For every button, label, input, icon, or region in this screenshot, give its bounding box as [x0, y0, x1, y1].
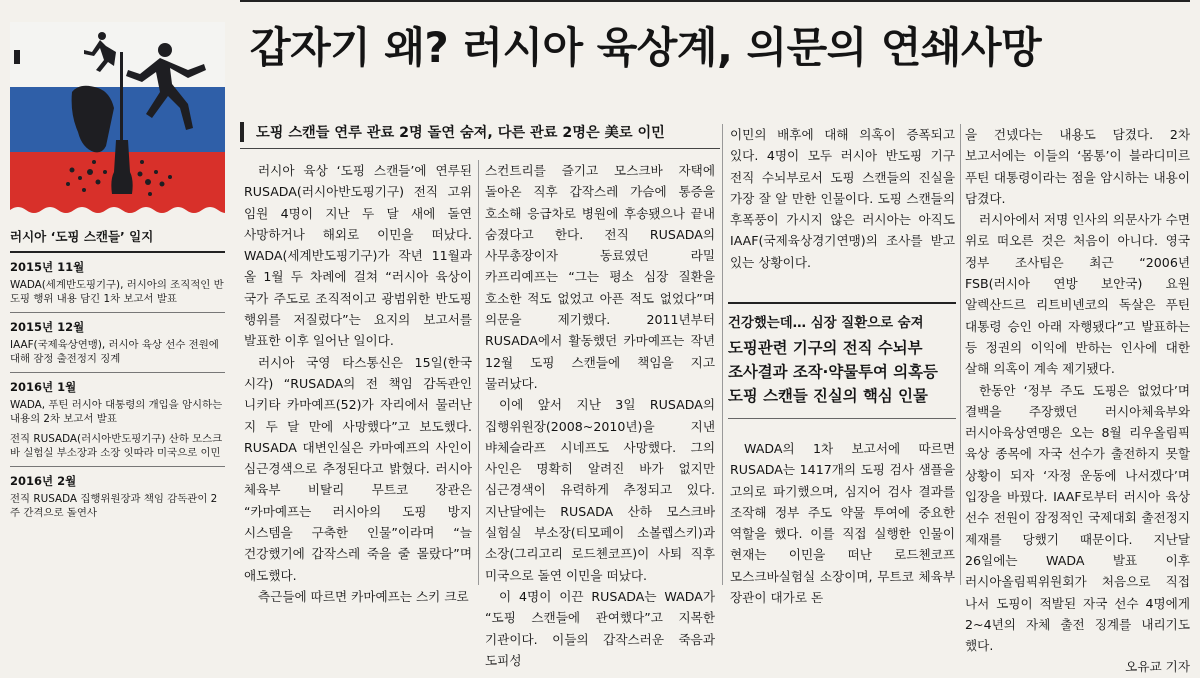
timeline-date: 2016년 2월	[10, 474, 77, 488]
timeline-text: WADA, 푸틴 러시아 대통령의 개입을 암시하는 내용의 2차 보고서 발표	[10, 399, 223, 425]
timeline-text: IAAF(국제육상연맹), 러시아 육상 선수 전원에 대해 잠정 출전정지 징계	[10, 339, 219, 365]
pull-quote	[728, 302, 956, 419]
timeline-entry	[10, 373, 225, 467]
paragraph: 이민의 배후에 대해 의혹이 증폭되고 있다. 4명이 모두 러시아 반도핑 기구 전직 수뇌부로서 도핑 스캔들의 진실을 가장 잘 알 만한 인물이다. 도핑 스캔들의 후폭풍이 가시지 않은 러시아는 아직도 IAAF(국제육상경기연맹)의 조사를 받고 있는 상황이다.	[730, 127, 955, 270]
article-column-3	[730, 124, 955, 273]
timeline-text: 전직 RUSADA(러시아반도핑기구) 산하 모스크바 실험실 부소장과 소장 잇따라 미국으로 이민	[10, 433, 223, 459]
timeline-text: 전직 RUSADA 집행위원장과 책임 감독관이 2주 간격으로 돌연사	[10, 493, 218, 519]
top-rule	[240, 0, 1190, 2]
pull-quote-rule	[728, 418, 956, 419]
illustration	[10, 22, 225, 217]
pull-quote-line: 조사결과 조작·약물투여 의혹등	[728, 363, 938, 381]
paragraph: 스컨트리를 즐기고 모스크바 자택에 돌아온 직후 갑작스레 가슴에 통증을 호소해 응급차로 병원에 후송됐으나 끝내 숨졌다고 한다. 전직 RUSADA의 사무총장이자 동료였던 라밀 카프리예프는 “그는 평소 심장 질환을 호소한 적도 없었고 아픈 적도 없었다”며 의문을 제기했다. 2011년부터 RUSADA에서 활동했던 카마예프는 작년 12월 도핑 스캔들에 책임을 지고 물러났다.	[485, 163, 715, 391]
paragraph: WADA의 1차 보고서에 따르면 RUSADA는 1417개의 도핑 검사 샘플을 고의로 파기했으며, 심지어 검사 결과를 조작해 정부 주도 약물 투여에 중요한 역할을 했다. 이를 직접 실행한 인물이 현재는 이민을 떠난 로드첸코프 모스크바실험실 소장이며, 무트코 체육부 장관이 대가로 돈	[730, 441, 955, 606]
paragraph: 러시아 국영 타스통신은 15일(한국 시각) “RUSADA의 전 책임 감독관인 니키타 카마예프(52)가 자리에서 물러난 지 두 달 만에 사망했다”고 보도했다. RUSADA 대변인실은 카마예프의 사인이 심근경색으로 추정된다고 밝혔다. 러시아 체육부 비탈리 무트코 장관은 “카마예프는 러시아의 도핑 방지 시스템을 구축한 인물”이라며 “늘 건강했기에 갑작스레 죽을 줄 몰랐다”며 애도했다.	[244, 354, 472, 583]
article-column-1	[244, 160, 472, 607]
paragraph: 측근들에 따르면 카마예프는 스키 크로	[258, 588, 469, 604]
headline: 갑자기 왜? 러시아 육상계, 의문의 연쇄사망	[250, 23, 1042, 72]
paragraph: 이 4명이 이끈 RUSADA는 WADA가 “도핑 스캔들에 관여했다”고 지목한 기관이다. 이들의 갑작스러운 죽음과 도피성	[485, 588, 715, 668]
byline: 오유교 기자	[1125, 659, 1190, 675]
subhead: 도핑 스캔들 연루 관료 2명 돌연 숨져, 다른 관료 2명은 美로 이민	[240, 122, 720, 142]
timeline-date: 2016년 1월	[10, 380, 77, 394]
timeline-box	[10, 225, 225, 526]
timeline-entry	[10, 467, 225, 526]
paragraph: 을 건넸다는 내용도 담겼다. 2차 보고서에는 이들의 ‘몸통’이 블라디미르 푸틴 대통령이라는 점을 암시하는 내용이 담겼다.	[965, 127, 1190, 206]
pull-quote-rule	[728, 302, 956, 304]
article-column-2	[485, 160, 715, 671]
timeline-date: 2015년 11월	[10, 260, 85, 274]
timeline-title: 러시아 ‘도핑 스캔들’ 일지	[10, 225, 225, 253]
pull-quote-line: 도핑 스캔들 진실의 핵심 인물	[728, 387, 928, 405]
timeline-date: 2015년 12월	[10, 320, 85, 334]
timeline-text: WADA(세계반도핑기구), 러시아의 조직적인 반도핑 행위 내용 담긴 1차 보고서 발표	[10, 279, 224, 305]
sidebar	[10, 22, 225, 607]
timeline-entry	[10, 313, 225, 373]
article-column-4	[965, 124, 1190, 678]
paragraph: 러시아에서 저명 인사의 의문사가 수면 위로 떠오른 것은 처음이 아니다. 영국 정부 조사팀은 최근 “2006년 FSB(러시아 연방 보안국) 요원 알렉산드르 리트비넨코의 독살은 푸틴 대통령 승인 아래 자행됐다”고 발표하는 등 정권의 이익에 반하는 인사에 대한 살해 의혹이 계속 제기됐다.	[965, 212, 1190, 377]
column-rule	[478, 160, 479, 585]
pull-quote-line: 도핑관련 기구의 전직 수뇌부	[728, 339, 923, 357]
column-rule	[722, 124, 723, 585]
paragraph: 한동안 ‘정부 주도 도핑은 없었다’며 결백을 주장했던 러시아체육부와 러시아육상연맹은 오는 8월 리우올림픽 육상 종목에 자국 선수가 출전하지 못할 상황이 되자 ‘자정 운동에 나서겠다’며 입장을 바꿨다. IAAF로부터 러시아 육상 선수 전원이 잠정적인 국제대회 출전정지 제재를 당했기 때문이다. 지난달 26일에는 WADA 발표 이후 러시아올림픽위원회가 처음으로 직접 나서 도핑이 적발된 자국 선수 4명에게 2~4년의 자체 출전 징계를 내리기도 했다.	[965, 382, 1190, 654]
subhead-rule	[240, 148, 720, 149]
timeline-entry	[10, 253, 225, 313]
paragraph: 러시아 육상 ‘도핑 스캔들’에 연루된 RUSADA(러시아반도핑기구) 전직 고위 임원 4명이 지난 두 달 새에 돌연 사망하거나 해외로 이민을 떠났다. WADA(세계반도핑기구)가 작년 11월과 올 1월 두 차례에 걸쳐 “러시아 육상이 국가 주도로 조직적이고 광범위한 반도핑 행위를 저질렀다”는 요지의 보고서를 발표한 이후 일어난 일이다.	[244, 163, 472, 349]
runner-falling-illustration	[10, 22, 225, 217]
paragraph: 이에 앞서 지난 3일 RUSADA의 집행위원장(2008~2010년)을 지낸 뱌체슬라프 시네프도 사망했다. 그의 사인은 명확히 알려진 바가 없지만 심근경색이 유력하게 추정되고 있다. 지난달에는 RUSADA 산하 모스크바 실험실 부소장(티모페이 소볼렙스키)과 소장(그리고리 로드첸코프)이 사퇴 직후 미국으로 돌연 이민을 떠났다.	[485, 397, 715, 583]
pull-quote-line: 건강했는데… 심장 질환으로 숨져	[728, 316, 924, 331]
column-rule	[960, 124, 961, 585]
article-column-3-lower	[730, 438, 955, 608]
